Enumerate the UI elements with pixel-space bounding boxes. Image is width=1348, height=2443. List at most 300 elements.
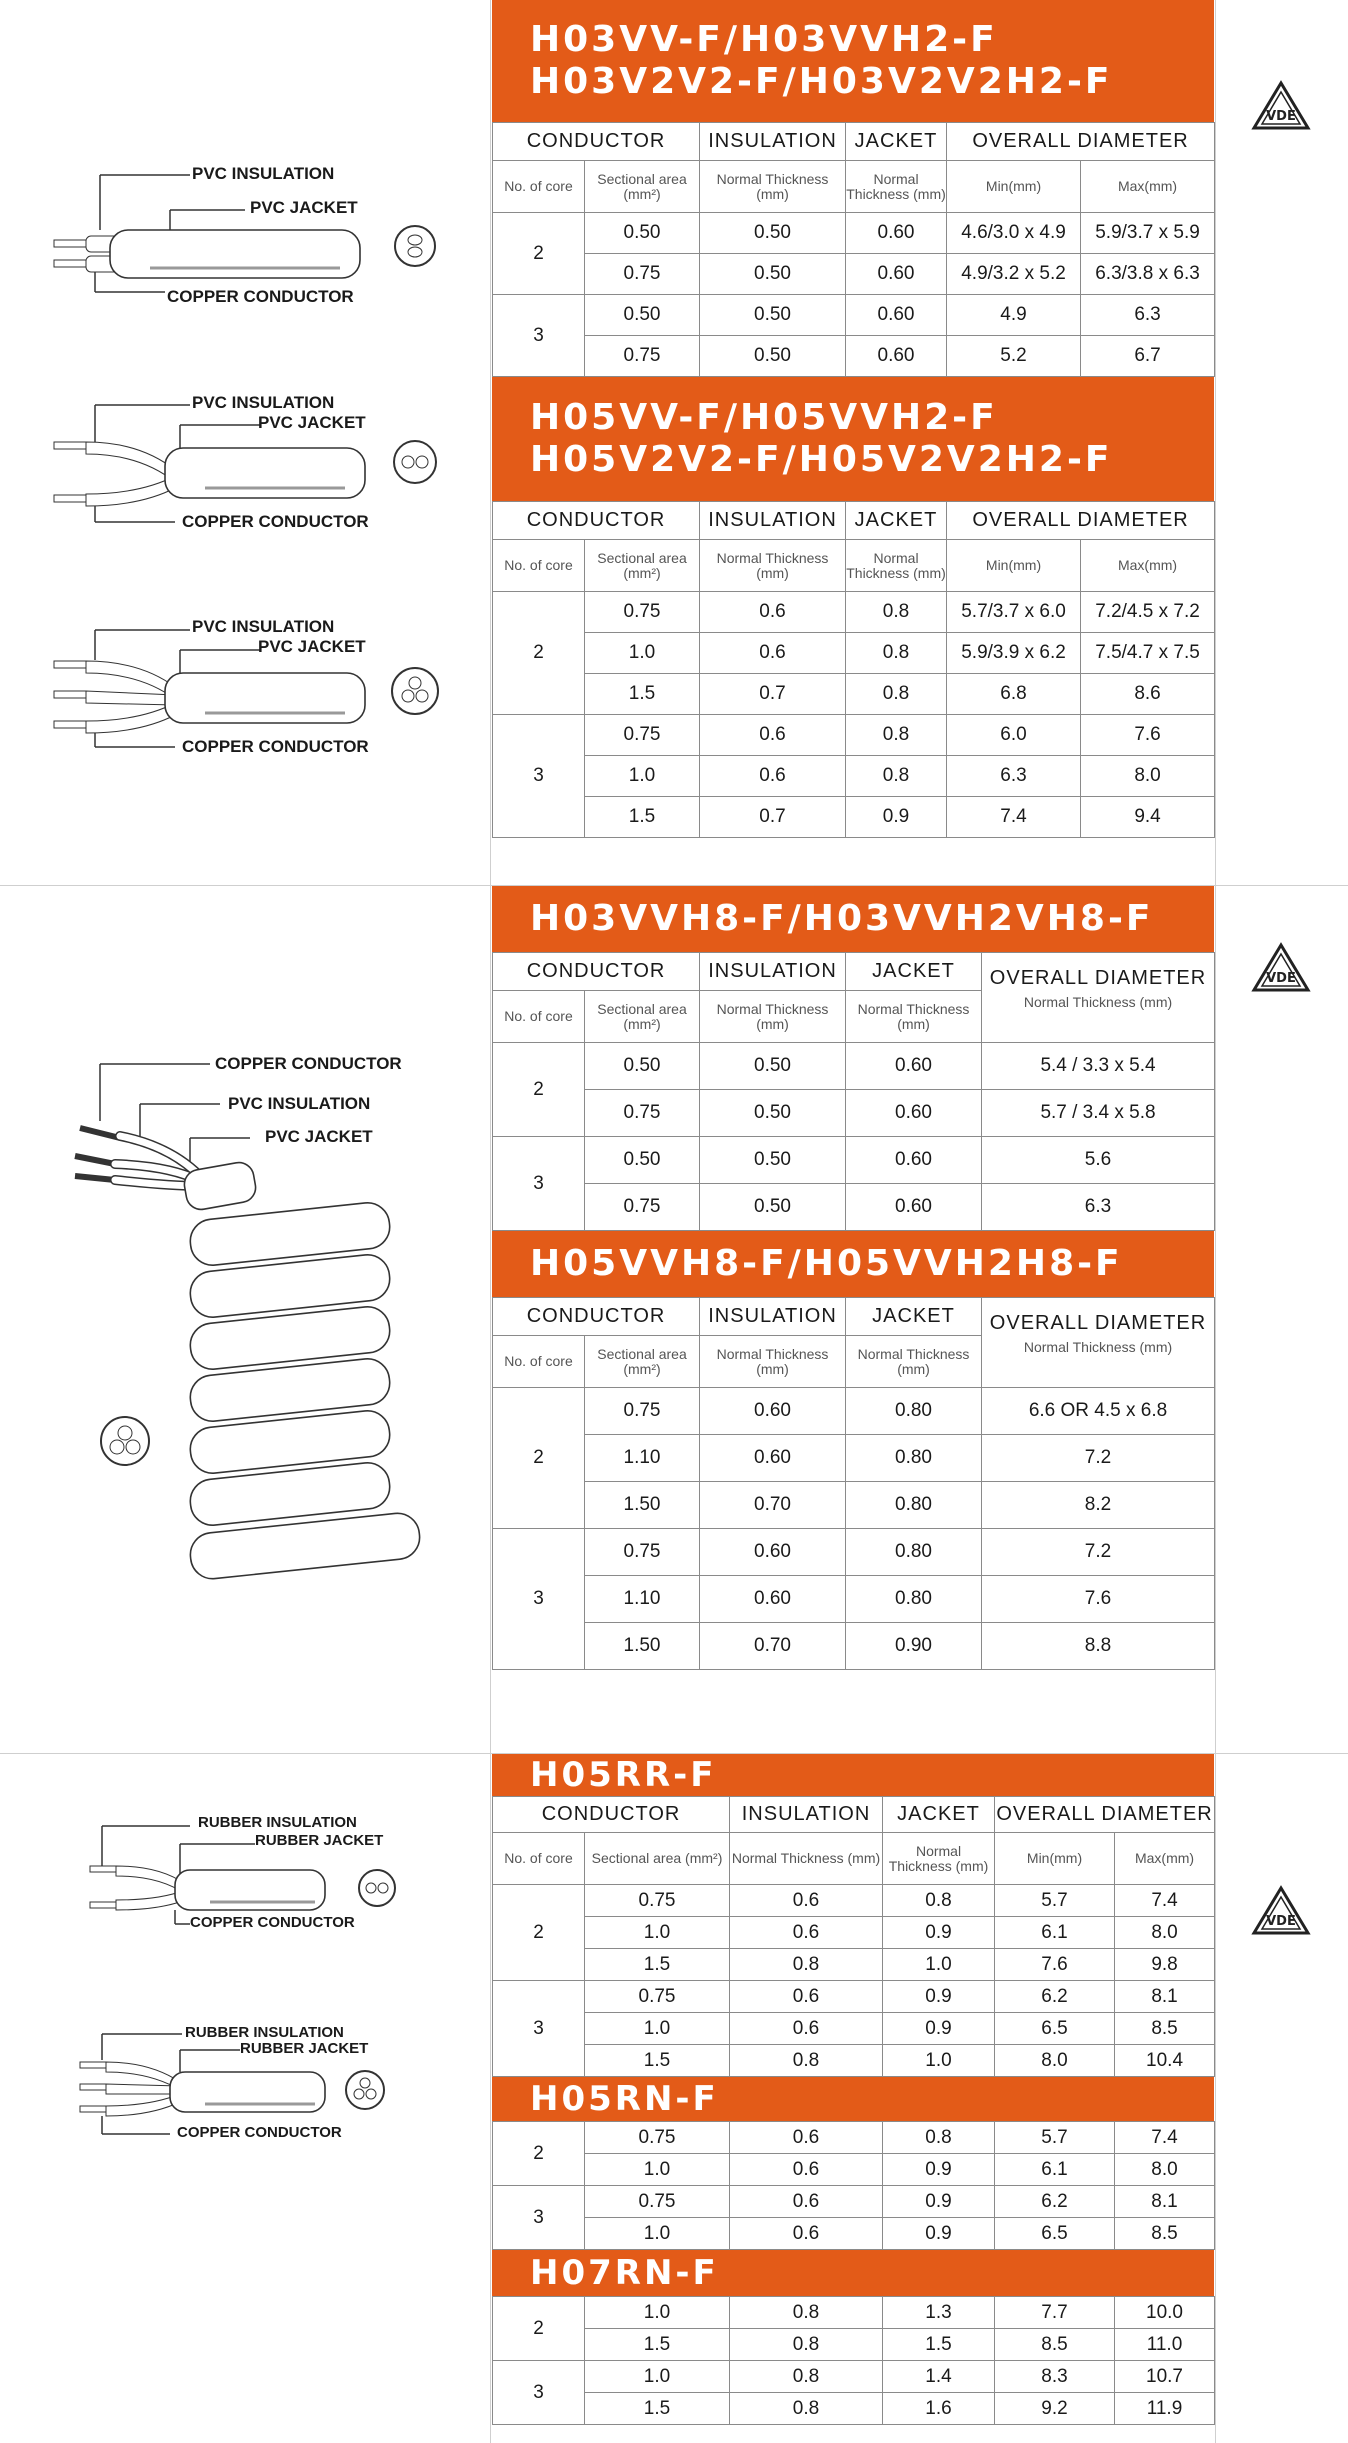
cell: 8.1 xyxy=(1115,2186,1215,2218)
cell: 1.0 xyxy=(585,2361,730,2393)
header-jacket: JACKET xyxy=(846,502,947,540)
title-text: H07RN-F xyxy=(530,2253,719,2293)
cell: 6.3 xyxy=(982,1184,1215,1231)
cell-core: 3 xyxy=(493,1529,585,1670)
cell: 5.7 / 3.4 x 5.8 xyxy=(982,1090,1215,1137)
subheader-cores: No. of core xyxy=(493,991,585,1043)
cell: 0.8 xyxy=(730,2297,883,2329)
subheader-overall: Normal Thickness (mm) xyxy=(1023,1339,1173,1355)
cell: 0.50 xyxy=(585,295,700,336)
table-row xyxy=(493,2329,1215,2361)
cell: 0.9 xyxy=(846,797,947,838)
cell: 0.9 xyxy=(883,1917,995,1949)
subheader-max: Max(mm) xyxy=(1115,1833,1215,1885)
title-line-2: H05V2V2-F/H05V2V2H2-F xyxy=(530,439,1113,480)
cell: 5.7 xyxy=(995,1885,1115,1917)
cell: 9.4 xyxy=(1081,797,1215,838)
cell: 1.3 xyxy=(883,2297,995,2329)
coiled-cable-illustration-panel xyxy=(0,886,491,1753)
subheader-min: Min(mm) xyxy=(995,1833,1115,1885)
label-pvc-jacket-1: PVC JACKET xyxy=(250,198,358,217)
title-text: H05RR-F xyxy=(530,1755,717,1795)
cell: 8.0 xyxy=(995,2045,1115,2077)
cell: 0.8 xyxy=(883,1885,995,1917)
table-row xyxy=(493,2297,1215,2329)
subheader-insulation: Normal Thickness (mm) xyxy=(700,161,846,213)
title-line-1: H05VVH8-F/H05VVH2H8-F xyxy=(530,1243,1123,1284)
subheader-insulation: Normal Thickness (mm) xyxy=(730,1833,883,1885)
cell: 6.0 xyxy=(947,715,1081,756)
header-insulation: INSULATION xyxy=(730,1797,883,1833)
cell: 1.5 xyxy=(585,2393,730,2425)
cell: 0.90 xyxy=(846,1623,982,1670)
cell: 1.5 xyxy=(585,2045,730,2077)
subheader-area: Sectional area (mm²) xyxy=(585,1833,730,1885)
cell: 9.2 xyxy=(995,2393,1115,2425)
cell: 4.9/3.2 x 5.2 xyxy=(947,254,1081,295)
subheader-min: Min(mm) xyxy=(947,161,1081,213)
cell: 1.5 xyxy=(585,674,700,715)
table-row xyxy=(493,254,1215,295)
cell: 1.50 xyxy=(585,1623,700,1670)
cell: 0.8 xyxy=(846,592,947,633)
subheader-jacket: Normal Thickness (mm) xyxy=(846,540,947,592)
table-row xyxy=(493,1137,1215,1184)
cell: 8.0 xyxy=(1115,1917,1215,1949)
section-rubber xyxy=(0,1754,1348,2443)
table-row xyxy=(493,1623,1215,1670)
cell: 6.2 xyxy=(995,2186,1115,2218)
cell: 1.0 xyxy=(585,2297,730,2329)
cell: 6.5 xyxy=(995,2013,1115,2045)
cell: 0.60 xyxy=(846,1184,982,1231)
cell: 9.8 xyxy=(1115,1949,1215,1981)
cell: 1.50 xyxy=(585,1482,700,1529)
cell: 0.75 xyxy=(585,1885,730,1917)
vde-mark-icon xyxy=(1250,80,1312,132)
title-line-2: H03V2V2-F/H03V2V2H2-F xyxy=(530,61,1113,102)
spec-table-h03vv-f xyxy=(492,122,1215,377)
cell: 0.70 xyxy=(700,1482,846,1529)
table-row xyxy=(493,295,1215,336)
cell: 0.50 xyxy=(700,254,846,295)
cell: 0.75 xyxy=(585,715,700,756)
cell: 0.60 xyxy=(846,254,947,295)
spec-tables-pvc xyxy=(492,0,1214,838)
header-jacket: JACKET xyxy=(846,953,982,991)
label-copper-conductor-1: COPPER CONDUCTOR xyxy=(167,287,354,306)
cell: 7.6 xyxy=(1081,715,1215,756)
spec-tables-rubber xyxy=(492,1754,1214,2425)
cell: 7.2 xyxy=(982,1529,1215,1576)
cell: 0.6 xyxy=(730,2154,883,2186)
cell: 0.6 xyxy=(700,633,846,674)
cell-core: 2 xyxy=(493,213,585,295)
cell: 1.5 xyxy=(585,2329,730,2361)
cell: 1.0 xyxy=(585,756,700,797)
table-row xyxy=(493,2122,1215,2154)
table-row xyxy=(493,756,1215,797)
cell: 1.5 xyxy=(585,797,700,838)
cell: 8.5 xyxy=(995,2329,1115,2361)
header-conductor: CONDUCTOR xyxy=(493,953,700,991)
cell-core: 3 xyxy=(493,715,585,838)
header-overall-diameter xyxy=(982,1298,1215,1388)
table-title-h07rn-f xyxy=(492,2250,1214,2296)
cable-illustration-panel xyxy=(0,0,491,885)
cell: 8.8 xyxy=(982,1623,1215,1670)
cell: 0.8 xyxy=(730,2361,883,2393)
cell: 0.50 xyxy=(700,295,846,336)
subheader-area: Sectional area (mm²) xyxy=(585,540,700,592)
cell: 7.5/4.7 x 7.5 xyxy=(1081,633,1215,674)
cell: 10.0 xyxy=(1115,2297,1215,2329)
cell: 0.60 xyxy=(700,1435,846,1482)
table-row xyxy=(493,2013,1215,2045)
spec-table-h05vv-f xyxy=(492,501,1215,838)
label-pvc-insulation-coil: PVC INSULATION xyxy=(228,1094,371,1113)
cell: 0.75 xyxy=(585,2122,730,2154)
cell: 6.1 xyxy=(995,1917,1115,1949)
cell: 10.7 xyxy=(1115,2361,1215,2393)
table-row xyxy=(493,2361,1215,2393)
table-title-h03vvh8-f xyxy=(492,886,1214,952)
cell: 8.5 xyxy=(1115,2013,1215,2045)
cell: 11.9 xyxy=(1115,2393,1215,2425)
cell: 0.6 xyxy=(730,2122,883,2154)
cell: 7.2/4.5 x 7.2 xyxy=(1081,592,1215,633)
cell: 7.6 xyxy=(982,1576,1215,1623)
cell: 0.50 xyxy=(700,336,846,377)
cell: 0.8 xyxy=(846,674,947,715)
cell: 0.60 xyxy=(700,1576,846,1623)
table-row xyxy=(493,797,1215,838)
header-jacket: JACKET xyxy=(846,123,947,161)
cell: 0.8 xyxy=(846,633,947,674)
cell: 5.7/3.7 x 6.0 xyxy=(947,592,1081,633)
cell: 6.1 xyxy=(995,2154,1115,2186)
subheader-max: Max(mm) xyxy=(1081,161,1215,213)
cell: 0.80 xyxy=(846,1576,982,1623)
cell: 0.7 xyxy=(700,797,846,838)
cell: 6.5 xyxy=(995,2218,1115,2250)
header-overall-diameter: OVERALL DIAMETER xyxy=(947,123,1215,161)
label-rubber-insulation-2: RUBBER INSULATION xyxy=(185,2024,344,2041)
cell: 8.6 xyxy=(1081,674,1215,715)
spec-table-h07rn-f xyxy=(492,2296,1215,2425)
table-title-h05vvh8-f xyxy=(492,1231,1214,1297)
cell: 1.0 xyxy=(585,2013,730,2045)
table-row xyxy=(493,1388,1215,1435)
cell: 1.0 xyxy=(585,1917,730,1949)
label-rubber-jacket-1: RUBBER JACKET xyxy=(255,1832,384,1849)
header-overall-diameter xyxy=(982,953,1215,1043)
cell: 1.5 xyxy=(883,2329,995,2361)
cell: 1.0 xyxy=(585,2154,730,2186)
cell: 0.6 xyxy=(700,715,846,756)
cell: 5.6 xyxy=(982,1137,1215,1184)
cell: 6.8 xyxy=(947,674,1081,715)
cell: 0.75 xyxy=(585,254,700,295)
cell: 0.8 xyxy=(846,715,947,756)
cell: 7.4 xyxy=(947,797,1081,838)
subheader-jacket: Normal Thickness (mm) xyxy=(883,1833,995,1885)
label-pvc-insulation-3: PVC INSULATION xyxy=(192,617,335,636)
label-copper-conductor-3: COPPER CONDUCTOR xyxy=(182,737,369,756)
cell: 0.6 xyxy=(730,1885,883,1917)
table-row xyxy=(493,213,1215,254)
cell-core: 3 xyxy=(493,2361,585,2425)
cell: 7.2 xyxy=(982,1435,1215,1482)
header-conductor: CONDUCTOR xyxy=(493,502,700,540)
cell: 0.8 xyxy=(846,756,947,797)
cell-core: 3 xyxy=(493,295,585,377)
cell: 0.6 xyxy=(730,1981,883,2013)
svg-text:VDE: VDE xyxy=(1266,109,1296,124)
cell-core: 3 xyxy=(493,1981,585,2077)
cell: 1.0 xyxy=(585,2218,730,2250)
cell: 6.3 xyxy=(947,756,1081,797)
cell: 0.60 xyxy=(846,1090,982,1137)
cell: 0.75 xyxy=(585,2186,730,2218)
header-conductor: CONDUCTOR xyxy=(493,1298,700,1336)
table-row xyxy=(493,1576,1215,1623)
cell: 0.8 xyxy=(730,1949,883,1981)
cell: 0.75 xyxy=(585,1184,700,1231)
svg-text:VDE: VDE xyxy=(1266,1914,1296,1929)
spec-table-h05rr-f xyxy=(492,1796,1215,2077)
header-overall-label: OVERALL DIAMETER xyxy=(989,1312,1207,1334)
cell: 8.0 xyxy=(1081,756,1215,797)
cell: 0.60 xyxy=(846,213,947,254)
cell: 0.50 xyxy=(700,1137,846,1184)
cell: 1.4 xyxy=(883,2361,995,2393)
cell: 0.60 xyxy=(846,295,947,336)
cell: 0.50 xyxy=(585,1043,700,1090)
cell: 5.9/3.9 x 6.2 xyxy=(947,633,1081,674)
title-line-1: H03VVH8-F/H03VVH2VH8-F xyxy=(530,898,1154,939)
table-row xyxy=(493,674,1215,715)
cell: 0.80 xyxy=(846,1388,982,1435)
cell: 6.3 xyxy=(1081,295,1215,336)
cell: 0.50 xyxy=(585,213,700,254)
svg-text:VDE: VDE xyxy=(1266,971,1296,986)
cell: 1.0 xyxy=(883,2045,995,2077)
spec-table-h05vvh8-f xyxy=(492,1297,1215,1670)
cell: 6.2 xyxy=(995,1981,1115,2013)
spec-table-h05rn-f xyxy=(492,2121,1215,2250)
cell: 4.9 xyxy=(947,295,1081,336)
cell: 0.75 xyxy=(585,1981,730,2013)
table-row xyxy=(493,2393,1215,2425)
cell: 0.9 xyxy=(883,2013,995,2045)
cell-core: 2 xyxy=(493,1388,585,1529)
table-title-h05rr-f xyxy=(492,1754,1214,1796)
cell: 0.9 xyxy=(883,2186,995,2218)
cell: 7.4 xyxy=(1115,1885,1215,1917)
cell: 10.4 xyxy=(1115,2045,1215,2077)
coiled-3core-section-icon xyxy=(95,1411,155,1471)
certification-column xyxy=(1215,1754,1348,2443)
cell: 0.50 xyxy=(700,1043,846,1090)
cell: 0.7 xyxy=(700,674,846,715)
label-pvc-jacket-3: PVC JACKET xyxy=(258,637,366,656)
table-row xyxy=(493,1043,1215,1090)
table-row xyxy=(493,1184,1215,1231)
certification-column xyxy=(1215,0,1348,885)
header-conductor: CONDUCTOR xyxy=(493,1797,730,1833)
coiled-cable-illustration xyxy=(60,1046,460,1606)
cell: 0.6 xyxy=(700,756,846,797)
subheader-max: Max(mm) xyxy=(1081,540,1215,592)
header-jacket: JACKET xyxy=(883,1797,995,1833)
cell: 0.75 xyxy=(585,1090,700,1137)
header-insulation: INSULATION xyxy=(700,1298,846,1336)
title-text: H05RN-F xyxy=(530,2079,719,2119)
table-row xyxy=(493,1981,1215,2013)
label-pvc-insulation-1: PVC INSULATION xyxy=(192,164,335,183)
cell: 0.50 xyxy=(700,1090,846,1137)
header-conductor: CONDUCTOR xyxy=(493,123,700,161)
cell: 8.2 xyxy=(982,1482,1215,1529)
cell: 1.10 xyxy=(585,1576,700,1623)
header-overall-label: OVERALL DIAMETER xyxy=(989,967,1207,989)
subheader-cores: No. of core xyxy=(493,1833,585,1885)
table-row xyxy=(493,1090,1215,1137)
cell-core: 2 xyxy=(493,1043,585,1137)
label-copper-conductor-coil: COPPER CONDUCTOR xyxy=(215,1054,402,1073)
cell: 0.60 xyxy=(700,1388,846,1435)
section-pvc-coiled xyxy=(0,886,1348,1754)
cell: 0.8 xyxy=(730,2045,883,2077)
title-line-1: H05VV-F/H05VVH2-F xyxy=(530,397,998,438)
cell: 1.0 xyxy=(883,1949,995,1981)
table-row xyxy=(493,1482,1215,1529)
header-jacket: JACKET xyxy=(846,1298,982,1336)
rubber-cable-illustration-panel xyxy=(0,1754,491,2443)
cell: 0.75 xyxy=(585,336,700,377)
cell: 0.50 xyxy=(700,213,846,254)
table-row xyxy=(493,592,1215,633)
certification-column xyxy=(1215,886,1348,1753)
cell-core: 2 xyxy=(493,1885,585,1981)
spec-table-h03vvh8-f xyxy=(492,952,1215,1231)
table-row xyxy=(493,1529,1215,1576)
table-row xyxy=(493,2045,1215,2077)
cell: 0.80 xyxy=(846,1529,982,1576)
cell: 0.70 xyxy=(700,1623,846,1670)
subheader-jacket: Normal Thickness (mm) xyxy=(846,1336,982,1388)
cell: 0.6 xyxy=(700,592,846,633)
cell-core: 2 xyxy=(493,592,585,715)
label-rubber-insulation-1: RUBBER INSULATION xyxy=(198,1814,357,1831)
cell-core: 3 xyxy=(493,1137,585,1231)
cell: 8.0 xyxy=(1115,2154,1215,2186)
header-overall-diameter: OVERALL DIAMETER xyxy=(947,502,1215,540)
table-row xyxy=(493,2218,1215,2250)
cell: 8.5 xyxy=(1115,2218,1215,2250)
cell: 5.9/3.7 x 5.9 xyxy=(1081,213,1215,254)
subheader-cores: No. of core xyxy=(493,1336,585,1388)
cell: 0.60 xyxy=(700,1529,846,1576)
table-row xyxy=(493,2154,1215,2186)
cell: 6.3/3.8 x 6.3 xyxy=(1081,254,1215,295)
cell: 7.4 xyxy=(1115,2122,1215,2154)
cell: 0.8 xyxy=(730,2393,883,2425)
subheader-jacket: Normal Thickness (mm) xyxy=(846,991,982,1043)
cell: 0.50 xyxy=(585,1137,700,1184)
label-rubber-jacket-2: RUBBER JACKET xyxy=(240,2040,369,2057)
label-pvc-jacket-coil: PVC JACKET xyxy=(265,1127,373,1146)
cell: 0.9 xyxy=(883,2154,995,2186)
subheader-insulation: Normal Thickness (mm) xyxy=(700,1336,846,1388)
vde-mark-icon xyxy=(1250,1885,1312,1937)
subheader-area: Sectional area (mm²) xyxy=(585,161,700,213)
cell: 0.60 xyxy=(846,1043,982,1090)
table-title-h05vv-f xyxy=(492,377,1214,501)
subheader-insulation: Normal Thickness (mm) xyxy=(700,991,846,1043)
header-insulation: INSULATION xyxy=(700,502,846,540)
cell: 6.7 xyxy=(1081,336,1215,377)
cell: 1.0 xyxy=(585,633,700,674)
cell: 5.7 xyxy=(995,2122,1115,2154)
cell: 8.3 xyxy=(995,2361,1115,2393)
cell: 0.75 xyxy=(585,1388,700,1435)
cell: 8.1 xyxy=(1115,1981,1215,2013)
table-row xyxy=(493,1917,1215,1949)
table-row xyxy=(493,2186,1215,2218)
cell: 0.6 xyxy=(730,2013,883,2045)
cell: 5.2 xyxy=(947,336,1081,377)
subheader-overall: Normal Thickness (mm) xyxy=(1023,994,1173,1010)
cell: 6.6 OR 4.5 x 6.8 xyxy=(982,1388,1215,1435)
cell-core: 2 xyxy=(493,2297,585,2361)
cell: 0.9 xyxy=(883,1981,995,2013)
label-pvc-jacket-2: PVC JACKET xyxy=(258,413,366,432)
label-copper-conductor-r1: COPPER CONDUCTOR xyxy=(190,1914,355,1931)
cell: 1.5 xyxy=(585,1949,730,1981)
header-insulation: INSULATION xyxy=(700,123,846,161)
subheader-insulation: Normal Thickness (mm) xyxy=(700,540,846,592)
title-line-1: H03VV-F/H03VVH2-F xyxy=(530,19,998,60)
cell: 0.80 xyxy=(846,1435,982,1482)
cell: 7.7 xyxy=(995,2297,1115,2329)
spec-tables-coiled xyxy=(492,886,1214,1670)
table-row xyxy=(493,715,1215,756)
subheader-area: Sectional area (mm²) xyxy=(585,991,700,1043)
cell: 0.6 xyxy=(730,2186,883,2218)
label-copper-conductor-2: COPPER CONDUCTOR xyxy=(182,512,369,531)
cell: 1.10 xyxy=(585,1435,700,1482)
vde-mark-icon xyxy=(1250,942,1312,994)
cell: 4.6/3.0 x 4.9 xyxy=(947,213,1081,254)
cell: 0.60 xyxy=(846,336,947,377)
label-copper-conductor-r2: COPPER CONDUCTOR xyxy=(177,2124,342,2141)
subheader-cores: No. of core xyxy=(493,161,585,213)
subheader-area: Sectional area (mm²) xyxy=(585,1336,700,1388)
section-pvc-flexible xyxy=(0,0,1348,886)
subheader-jacket: Normal Thickness (mm) xyxy=(846,161,947,213)
cell: 0.8 xyxy=(883,2122,995,2154)
table-row xyxy=(493,633,1215,674)
table-title-h05rn-f xyxy=(492,2077,1214,2121)
subheader-cores: No. of core xyxy=(493,540,585,592)
cell: 0.60 xyxy=(846,1137,982,1184)
cell: 11.0 xyxy=(1115,2329,1215,2361)
table-row xyxy=(493,336,1215,377)
cell: 0.75 xyxy=(585,1529,700,1576)
cell-core: 2 xyxy=(493,2122,585,2186)
